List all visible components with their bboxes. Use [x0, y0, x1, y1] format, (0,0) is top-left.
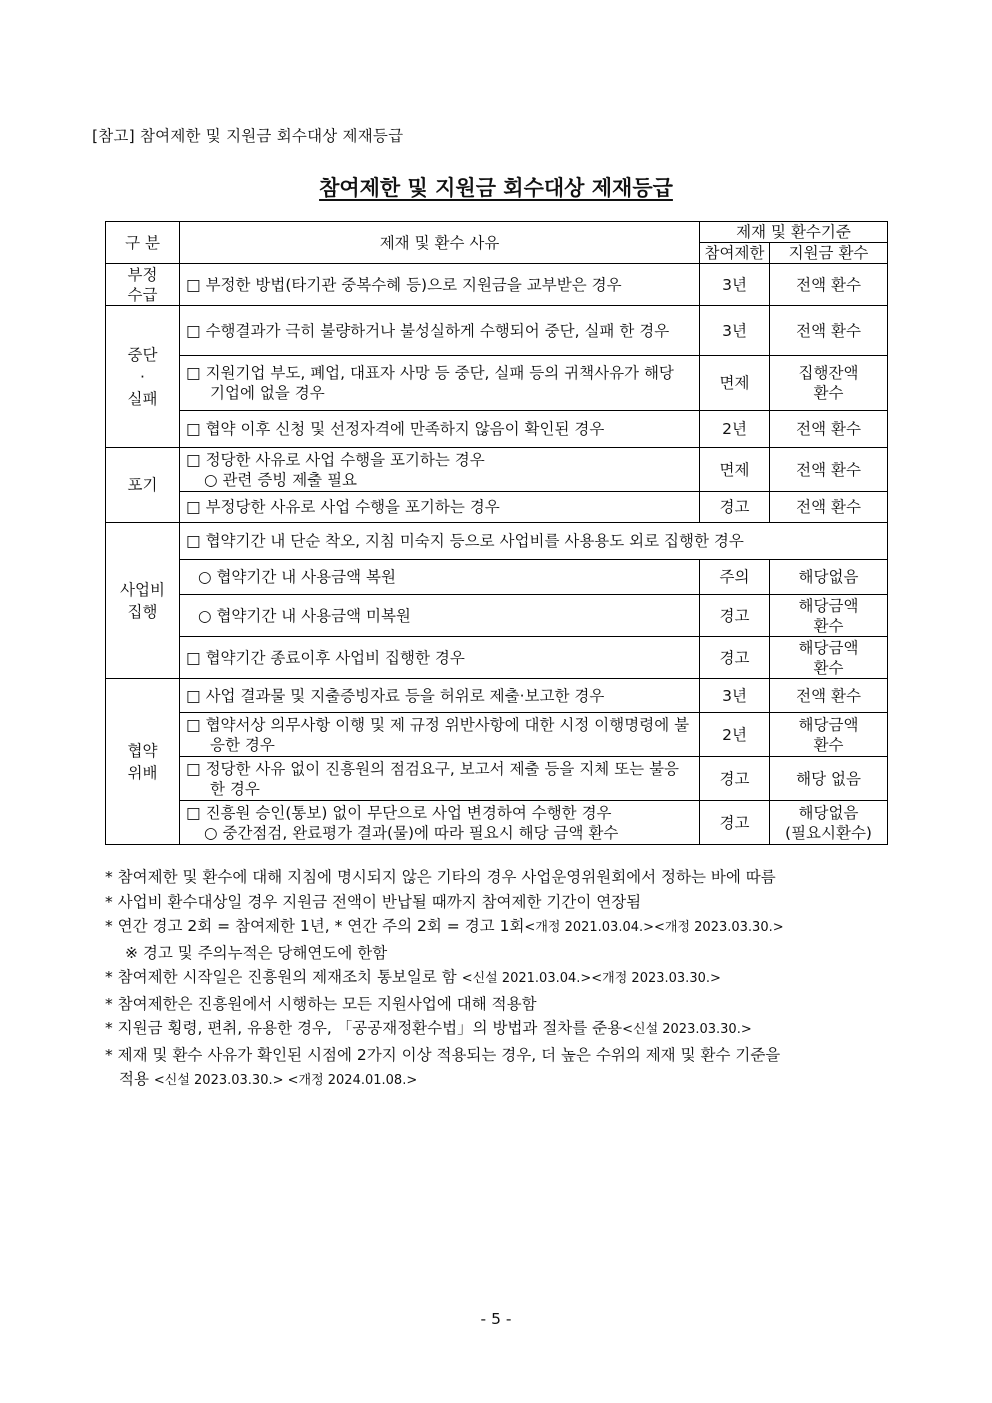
revision-tag: <신설 2023.03.30.>: [622, 1022, 752, 1037]
note-text: * 지원금 횡령, 편취, 유용한 경우, 「공공재정환수법」의 방법과 절차를 준용: [105, 1019, 623, 1037]
reason-cell: □ 부정한 방법(타기관 중복수혜 등)으로 지원금을 교부받은 경우: [180, 264, 700, 306]
header-restrict: 참여제한: [700, 243, 770, 264]
header-reason: 제재 및 환수 사유: [180, 222, 700, 264]
refund-cell: 해당금액 환수: [770, 637, 888, 679]
refund-cell: 해당 없음: [770, 757, 888, 801]
reason-text: □ 정당한 사유로 사업 수행을 포기하는 경우: [186, 450, 485, 469]
refund-cell: 집행잔액 환수: [770, 356, 888, 411]
restrict-cell: 3년: [700, 264, 770, 306]
sanction-table: [105, 221, 888, 845]
reason-cell: □ 부정당한 사유로 사업 수행을 포기하는 경우: [180, 492, 700, 523]
reason-cell: □ 협약기간 내 단순 착오, 지침 미숙지 등으로 사업비를 사용용도 외로 집행한 경우: [180, 523, 888, 560]
restrict-cell: 경고: [700, 757, 770, 801]
restrict-cell: 2년: [700, 713, 770, 757]
category-abandonment: 포기: [106, 448, 180, 523]
reason-cell: □ 정당한 사유 없이 진흥원의 점검요구, 보고서 제출 등을 지체 또는 불응한 경우: [180, 757, 700, 801]
category-budget-execution: 사업비 집행: [106, 523, 180, 679]
reason-cell: [180, 448, 700, 492]
refund-cell: 전액 환수: [770, 306, 888, 356]
reason-cell: ○ 협약기간 내 사용금액 복원: [180, 560, 700, 595]
refund-cell: 전액 환수: [770, 679, 888, 713]
restrict-cell: 주의: [700, 560, 770, 595]
restrict-cell: 경고: [700, 801, 770, 845]
notes: [105, 865, 905, 1094]
reference-heading: [참고] 참여제한 및 지원금 회수대상 제재등급: [92, 127, 404, 145]
restrict-cell: 경고: [700, 492, 770, 523]
reason-cell: □ 협약기간 종료이후 사업비 집행한 경우: [180, 637, 700, 679]
note: ※ 경고 및 주의누적은 당해연도에 한함: [125, 943, 388, 962]
page-title: 참여제한 및 지원금 회수대상 제재등급: [319, 176, 673, 200]
revision-tag: <신설 2021.03.04.><개정 2023.03.30.>: [461, 971, 721, 986]
restrict-cell: 3년: [700, 679, 770, 713]
restrict-cell: 면제: [700, 448, 770, 492]
reason-cell: □ 수행결과가 극히 불량하거나 불성실하게 수행되어 중단, 실패 한 경우: [180, 306, 700, 356]
header-category: 구 분: [106, 222, 180, 264]
note: [105, 1016, 905, 1043]
reason-cell: ○ 협약기간 내 사용금액 미복원: [180, 595, 700, 637]
refund-cell: 해당금액 환수: [770, 595, 888, 637]
refund-cell: 해당금액 환수: [770, 713, 888, 757]
category-agreement-violation: 협약 위배: [106, 679, 180, 845]
note: [105, 914, 905, 941]
refund-cell: 전액 환수: [770, 492, 888, 523]
revision-tag: <개정 2021.03.04.><개정 2023.03.30.>: [524, 920, 784, 935]
reason-subtext: ○ 관련 증빙 제출 필요: [204, 470, 358, 489]
refund-cell: 전액 환수: [770, 264, 888, 306]
reason-cell: □ 사업 결과물 및 지출증빙자료 등을 허위로 제출·보고한 경우: [180, 679, 700, 713]
refund-cell: 전액 환수: [770, 448, 888, 492]
note: * 제재 및 환수 사유가 확인된 시점에 2가지 이상 적용되는 경우, 더 높은 수위의 제재 및 환수 기준을: [105, 1045, 781, 1064]
revision-tag: <신설 2023.03.30.> <개정 2024.01.08.>: [153, 1073, 418, 1088]
note: [105, 1067, 905, 1094]
restrict-cell: 면제: [700, 356, 770, 411]
reason-cell: □ 협약 이후 신청 및 선정자격에 만족하지 않음이 확인된 경우: [180, 411, 700, 448]
refund-cell: 해당없음 (필요시환수): [770, 801, 888, 845]
reason-cell: [180, 801, 700, 845]
restrict-cell: 3년: [700, 306, 770, 356]
note-text: 적용: [119, 1070, 149, 1088]
note: [105, 965, 905, 992]
reason-text: □ 진흥원 승인(통보) 없이 무단으로 사업 변경하여 수행한 경우: [186, 803, 612, 822]
reason-cell: □ 협약서상 의무사항 이행 및 제 규정 위반사항에 대한 시정 이행명령에 불응한 경우: [180, 713, 700, 757]
refund-cell: 전액 환수: [770, 411, 888, 448]
restrict-cell: 경고: [700, 595, 770, 637]
restrict-cell: 2년: [700, 411, 770, 448]
note-text: * 연간 경고 2회 = 참여제한 1년, * 연간 주의 2회 = 경고 1회: [105, 917, 525, 935]
category-fraud: 부정 수급: [106, 264, 180, 306]
header-refund: 지원금 환수: [770, 243, 888, 264]
reason-cell: □ 지원기업 부도, 폐업, 대표자 사망 등 중단, 실패 등의 귀책사유가 해당 기업에 없을 경우: [180, 356, 700, 411]
page-number: - 5 -: [480, 1310, 512, 1328]
note: * 사업비 환수대상일 경우 지원금 전액이 반납될 때까지 참여제한 기간이 연장됨: [105, 892, 642, 911]
note-text: * 참여제한 시작일은 진흥원의 제재조치 통보일로 함: [105, 968, 457, 986]
restrict-cell: 경고: [700, 637, 770, 679]
note: * 참여제한은 진흥원에서 시행하는 모든 지원사업에 대해 적용함: [105, 994, 537, 1013]
note: * 참여제한 및 환수에 대해 지침에 명시되지 않은 기타의 경우 사업운영위원회에서 정하는 바에 따름: [105, 868, 776, 886]
refund-cell: 해당없음: [770, 560, 888, 595]
header-criteria: 제재 및 환수기준: [700, 222, 888, 243]
category-suspension-failure: 중단 · 실패: [106, 306, 180, 448]
reason-subtext: ○ 중간점검, 완료평가 결과(물)에 따라 필요시 해당 금액 환수: [204, 823, 619, 842]
